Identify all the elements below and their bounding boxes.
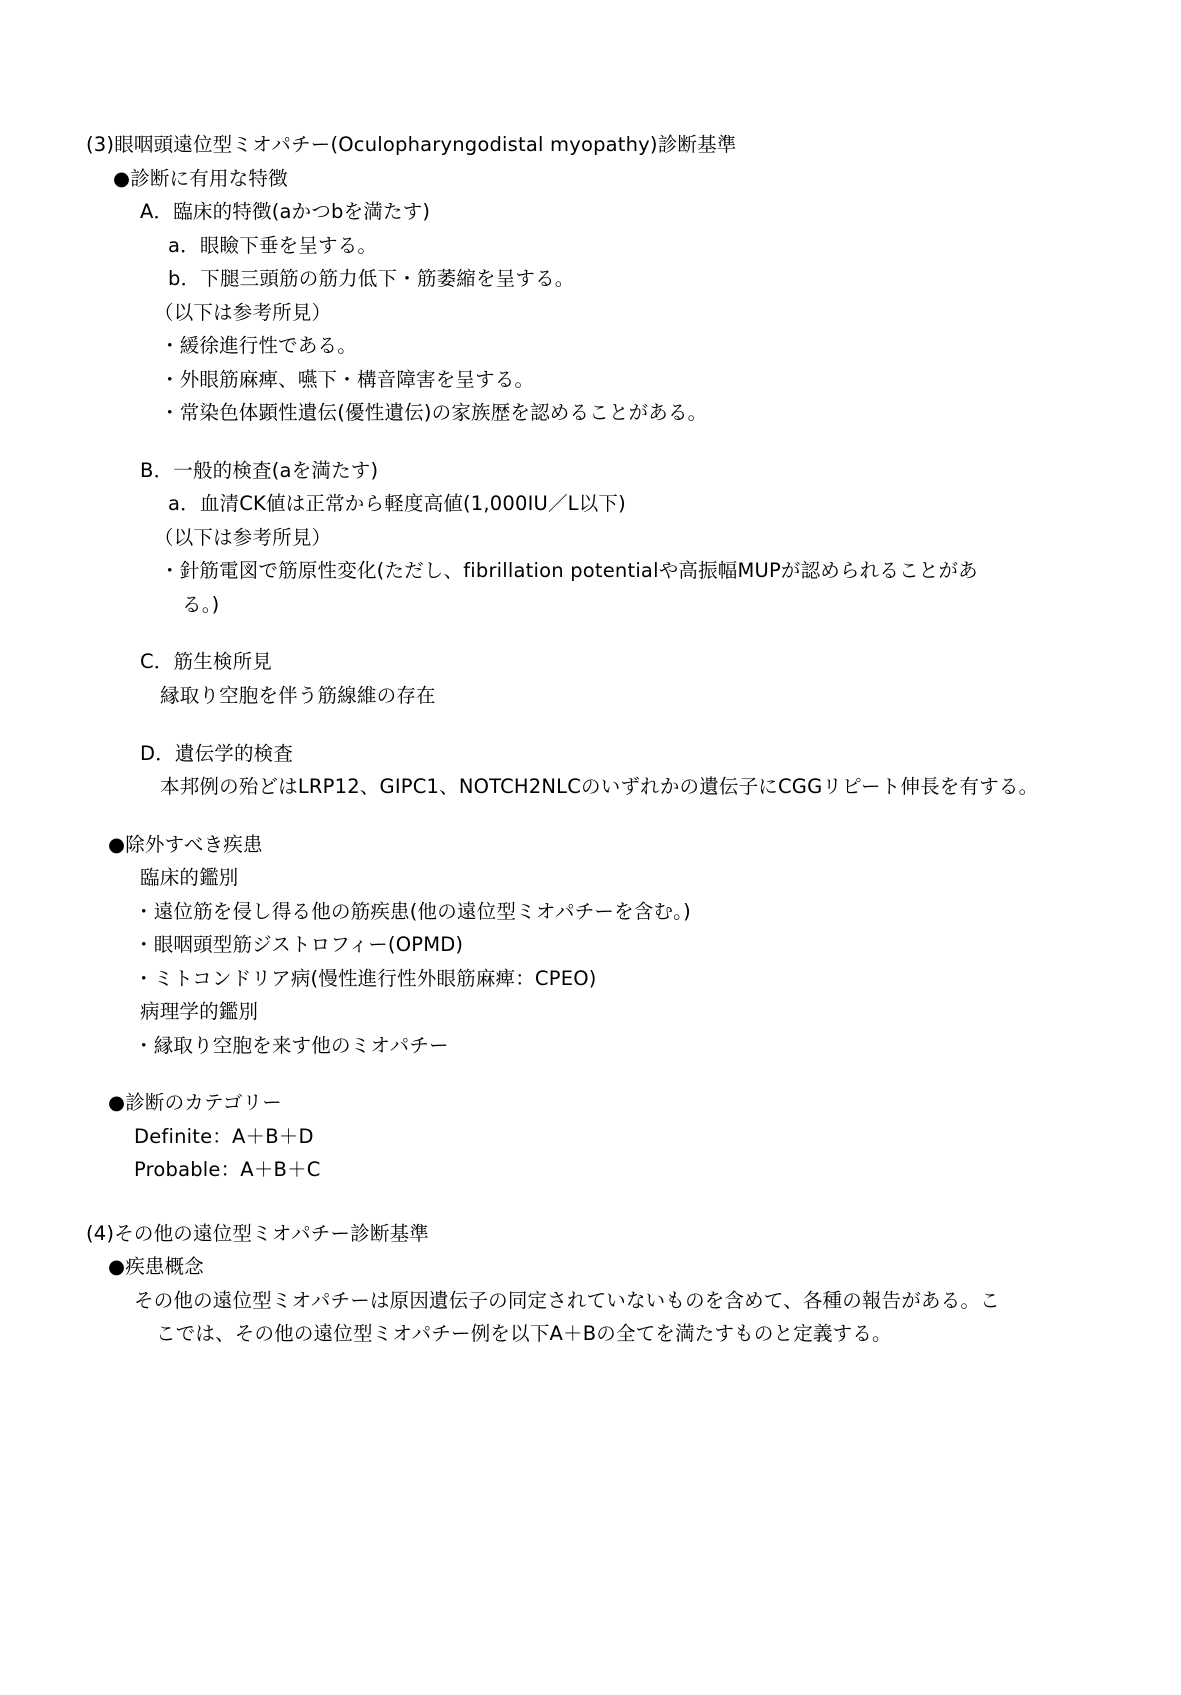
bullet-disease-concept: ●疾患概念 — [108, 1255, 204, 1279]
criterion-a-note-header: （以下は参考所見） — [154, 300, 332, 324]
document-body — [86, 128, 1091, 1351]
criterion-a-note-1: ・緩徐進行性である。 — [160, 334, 357, 358]
criterion-a-item-a: a．眼瞼下垂を呈する。 — [168, 233, 378, 257]
criterion-c-body: 縁取り空胞を伴う筋線維の存在 — [160, 683, 436, 707]
criterion-a-note-3: ・常染色体顕性遺伝(優性遺伝)の家族歴を認めることがある。 — [160, 401, 708, 425]
criterion-c-title: C．筋生検所見 — [140, 650, 272, 674]
criterion-b-item-a: a．血清CK値は正常から軽度高値(1,000IU／L以下) — [168, 492, 626, 516]
disease-concept-line-2: こでは、その他の遠位型ミオパチー例を以下A＋Bの全てを満たすものと定義する。 — [156, 1322, 892, 1346]
clinical-differential-item-2: ・眼咽頭型筋ジストロフィー(OPMD) — [134, 933, 464, 957]
clinical-differential-item-3: ・ミトコンドリア病(慢性進行性外眼筋麻痺：CPEO) — [134, 966, 597, 990]
spacer — [86, 1187, 1091, 1217]
spacer — [86, 430, 1091, 454]
criterion-b-title: B．一般的検査(aを満たす) — [140, 458, 379, 482]
criterion-a-note-2: ・外眼筋麻痺、嚥下・構音障害を呈する。 — [160, 367, 535, 391]
criterion-b-note-1-cont: る。) — [182, 592, 220, 616]
criterion-b-note-header: （以下は参考所見） — [154, 525, 332, 549]
clinical-differential-item-1: ・遠位筋を侵し得る他の筋疾患(他の遠位型ミオパチーを含む。) — [134, 899, 691, 923]
criterion-b-note-1: ・針筋電図で筋原性変化(ただし、fibrillation potentialや高振幅MUPが認められることがあ — [160, 559, 978, 583]
pathological-differential-header: 病理学的鑑別 — [140, 1000, 259, 1024]
category-probable: Probable：A＋B＋C — [134, 1158, 321, 1182]
criterion-a-title: A．臨床的特徴(aかつbを満たす) — [140, 200, 431, 224]
category-definite: Definite：A＋B＋D — [134, 1124, 314, 1148]
criterion-a-item-b: b．下腿三頭筋の筋力低下・筋萎縮を呈する。 — [168, 267, 575, 291]
spacer — [86, 621, 1091, 645]
section-3-heading: (3)眼咽頭遠位型ミオパチー(Oculopharyngodistal myopathy)診断基準 — [86, 133, 737, 156]
section-4-heading: (4)その他の遠位型ミオパチー診断基準 — [86, 1221, 429, 1245]
clinical-differential-header: 臨床的鑑別 — [140, 866, 239, 890]
criterion-d-title: D．遺伝学的検査 — [140, 741, 294, 765]
criterion-d-body: 本邦例の殆どはLRP12、GIPC1、NOTCH2NLCのいずれかの遺伝子にCGGリピート伸長を有する。 — [160, 775, 1039, 799]
disease-concept-line-1: その他の遠位型ミオパチーは原因遺伝子の同定されていないものを含めて、各種の報告がある。こ — [134, 1288, 1000, 1312]
spacer — [86, 713, 1091, 737]
bullet-diagnostic-features: ●診断に有用な特徴 — [113, 166, 288, 190]
bullet-exclusion-diseases: ●除外すべき疾患 — [108, 832, 263, 856]
spacer — [86, 804, 1091, 828]
bullet-diagnostic-category: ●診断のカテゴリー — [108, 1091, 282, 1115]
pathological-differential-item-1: ・縁取り空胞を来す他のミオパチー — [134, 1033, 449, 1057]
spacer — [86, 1062, 1091, 1086]
